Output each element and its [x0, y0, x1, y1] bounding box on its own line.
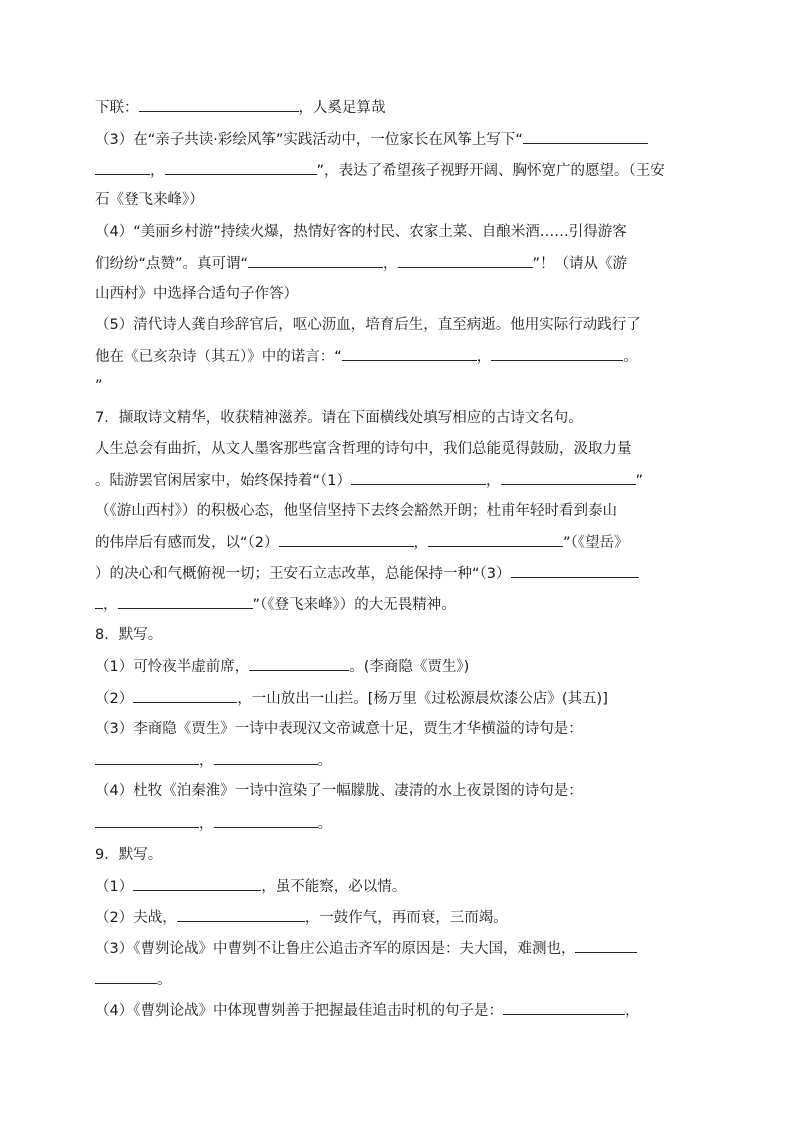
line-text: 们纷纷“点赞”。真可谓“	[95, 256, 249, 272]
line-text: （5）清代诗人龚自珍辞官后，呕心沥血，培育后生，直至病逝。他用实际行动践行了	[95, 317, 641, 333]
line-text: ”！（请从《游	[532, 256, 628, 272]
line-text: ，	[199, 816, 214, 832]
question-7-heading	[95, 408, 583, 428]
answer-blank[interactable]	[95, 813, 199, 828]
line-text: （1）可怜夜半虚前席，	[95, 659, 250, 675]
line-text: ，	[150, 163, 165, 179]
answer-blank[interactable]	[398, 253, 533, 268]
line-text: （4）杜牧《泊秦淮》一诗中渲染了一幅朦胧、凄清的水上夜景图的诗句是：	[95, 783, 583, 799]
text-line	[95, 222, 627, 242]
line-text: ，一鼓作气，再而衰，三而竭。	[304, 910, 508, 926]
line-text: ”，表达了希望孩子视野开阔、胸怀宽广的愿望。（王安	[316, 163, 665, 179]
text-line	[95, 97, 386, 118]
line-text: ，	[383, 256, 398, 272]
line-text: （4）《曹刿论战》中体现曹刿善于把握最佳追击时机的句子是：	[95, 1003, 503, 1019]
text-line	[95, 315, 641, 335]
answer-blank[interactable]	[95, 594, 103, 609]
answer-blank[interactable]	[133, 876, 261, 891]
line-text: （3）在“亲子共读·彩绘风筝”实践活动中，一位家长在风筝上写下“	[95, 132, 523, 148]
line-text: 山西村》中选择合适句子作答）	[95, 286, 298, 302]
text-line	[95, 376, 103, 396]
answer-blank[interactable]	[503, 1000, 625, 1015]
answer-blank[interactable]	[214, 813, 318, 828]
text-line	[95, 284, 298, 304]
text-line	[95, 160, 665, 181]
text-line	[95, 688, 608, 709]
line-text: 7．撷取诗文精华，收获精神滋养。请在下面横线处填写相应的古诗文名句。	[95, 410, 583, 426]
text-line	[95, 439, 632, 459]
line-text: ”	[95, 378, 103, 394]
text-line	[95, 532, 629, 553]
answer-blank[interactable]	[428, 532, 563, 547]
line-text: ”	[635, 473, 644, 489]
line-text: （《游山西村》）的积极心态，他坚信坚持下去终会豁然开朗；杜甫年轻时看到泰山	[95, 503, 617, 519]
line-text: 。	[317, 816, 332, 832]
line-text: 。	[623, 349, 638, 365]
answer-blank[interactable]	[177, 907, 305, 922]
line-text: 。(李商隐《贾生》)	[349, 659, 470, 675]
line-text: ，	[486, 473, 501, 489]
line-text: ”（《登飞来峰》）的大无畏精神。	[252, 597, 456, 613]
line-text: ）的决心和气概俯视一切；王安石立志改革，总能保持一种“（3）	[95, 566, 511, 582]
answer-blank[interactable]	[165, 160, 317, 175]
line-text: 的伟岸后有感而发，以“（2）	[95, 535, 279, 551]
text-line	[95, 129, 648, 150]
line-text: （2）	[95, 691, 134, 707]
answer-blank[interactable]	[249, 656, 349, 671]
text-line	[95, 501, 617, 521]
answer-blank[interactable]	[118, 594, 253, 609]
answer-blank[interactable]	[133, 688, 237, 703]
line-text: ”（《望岳》	[563, 535, 629, 551]
answer-blank[interactable]	[491, 346, 623, 361]
text-line	[95, 813, 332, 834]
line-text: 人生总会有曲折，从文人墨客那些富含哲理的诗句中，我们总能觅得鼓励，汲取力量	[95, 441, 632, 457]
text-line	[95, 938, 637, 959]
line-text: 。	[157, 972, 172, 988]
text-line	[95, 563, 639, 584]
line-text: （3）《曹刿论战》中曹刿不让鲁庄公追击齐军的原因是：夫大国，难测也，	[95, 941, 576, 957]
answer-blank[interactable]	[351, 470, 486, 485]
text-line	[95, 594, 456, 615]
answer-blank[interactable]	[279, 532, 414, 547]
line-text: （2）夫战，	[95, 910, 177, 926]
line-text: 。陆游罢官闲居家中，始终保持着“（1）	[95, 473, 351, 489]
line-text: 9．默写。	[95, 847, 163, 863]
answer-blank[interactable]	[511, 563, 639, 578]
question-8-heading	[95, 625, 162, 645]
answer-blank[interactable]	[95, 750, 199, 765]
text-line	[95, 781, 583, 801]
line-text: （1）	[95, 879, 134, 895]
line-text: ，	[476, 349, 492, 365]
text-line	[95, 470, 643, 491]
text-line	[95, 719, 583, 739]
line-text: ，	[624, 1003, 640, 1019]
answer-blank[interactable]	[342, 346, 477, 361]
answer-blank[interactable]	[501, 470, 636, 485]
line-text: ，	[413, 535, 428, 551]
question-9-heading	[95, 845, 162, 865]
text-line	[95, 969, 172, 990]
line-text: （4）“美丽乡村游”持续火爆，热情好客的村民、农家土菜、自酿米酒……引得游客	[95, 224, 627, 240]
text-line	[95, 907, 508, 928]
line-text: ，	[103, 597, 118, 613]
answer-blank[interactable]	[139, 97, 299, 112]
line-text: 石《登飞来峰》）	[95, 192, 204, 208]
text-line	[95, 656, 469, 677]
answer-blank[interactable]	[248, 253, 383, 268]
line-text: 他在《已亥杂诗（其五）》中的诺言：“	[95, 349, 342, 365]
answer-blank[interactable]	[523, 129, 648, 144]
answer-blank[interactable]	[95, 969, 157, 984]
text-line	[95, 750, 332, 771]
line-text: 8．默写。	[95, 627, 163, 643]
text-line	[95, 190, 204, 210]
text-line	[95, 1000, 639, 1021]
answer-blank[interactable]	[214, 750, 318, 765]
line-text: 下联：	[95, 100, 139, 116]
text-line	[95, 253, 627, 274]
line-text: ，	[199, 753, 214, 769]
line-text: （3）李商隐《贾生》一诗中表现汉文帝诚意十足，贾生才华横溢的诗句是：	[95, 721, 583, 737]
answer-blank[interactable]	[575, 938, 637, 953]
line-text: ，虽不能察，必以情。	[261, 879, 407, 895]
line-text: 。	[317, 753, 332, 769]
text-line	[95, 876, 406, 897]
text-line	[95, 346, 638, 367]
line-text: ，一山放出一山拦。[杨万里《过松源晨炊漆公店》(其五)]	[237, 691, 608, 707]
line-text: ，人奚足算哉	[298, 100, 386, 116]
answer-blank[interactable]	[95, 160, 150, 175]
